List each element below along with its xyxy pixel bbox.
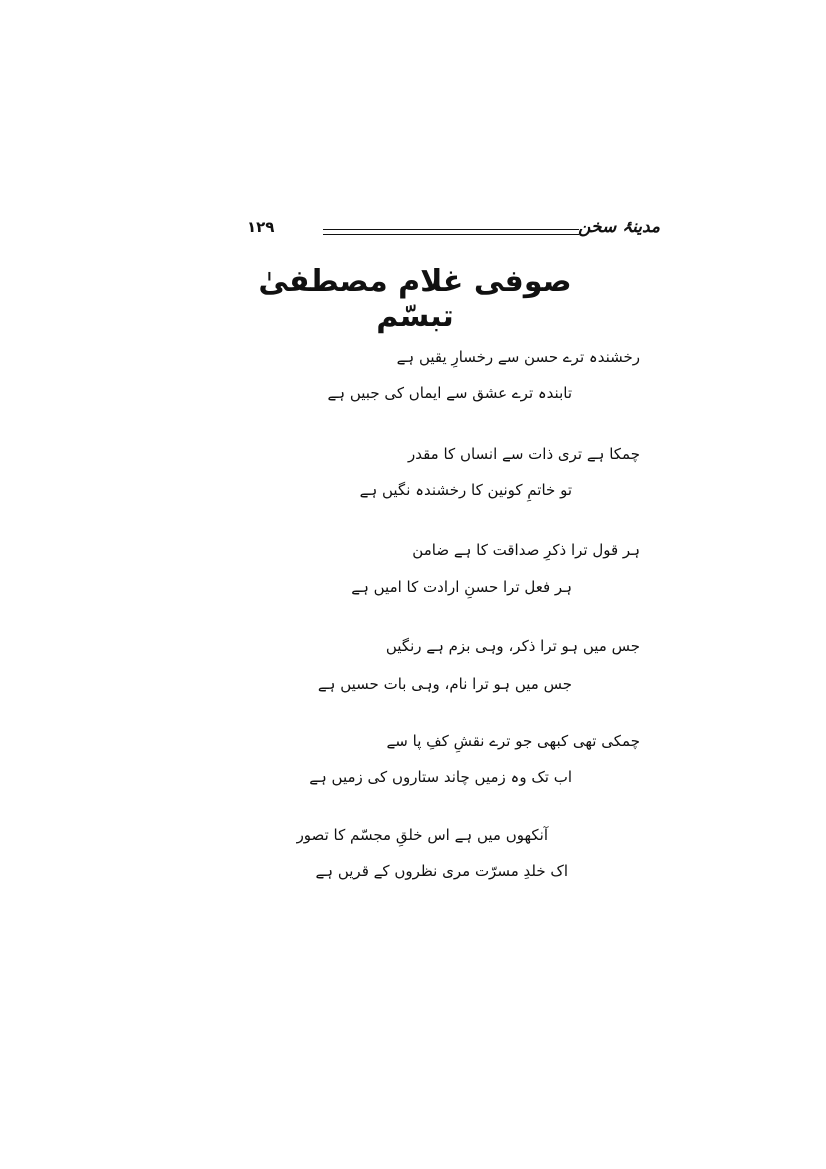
couplet-4-line-2: جس میں ہو ترا نام، وہی بات حسیں ہے [317, 675, 572, 693]
running-title: مدینۂ سخن [578, 217, 660, 237]
couplet-6-line-2: اک خلدِ مسرّت مری نظروں کے قریں ہے [315, 862, 568, 880]
couplet-3-line-2: ہر فعل ترا حسنِ ارادت کا امیں ہے [351, 578, 572, 596]
couplet-1-line-1: رخشندہ ترے حسن سے رخسارِ یقیں ہے [396, 348, 640, 366]
couplet-5-line-2: اب تک وہ زمیں چاند ستاروں کی زمیں ہے [309, 768, 572, 786]
couplet-1-line-2: تابندہ ترے عشق سے ایماں کی جبیں ہے [327, 384, 572, 402]
header-double-rule [323, 229, 579, 235]
couplet-2-line-1: چمکا ہے تری ذات سے انساں کا مقدر [407, 445, 640, 463]
page-number: ۱۲۹ [247, 218, 275, 236]
couplet-4-line-1: جس میں ہو ترا ذکر، وہی بزم ہے رنگیں [385, 637, 640, 655]
couplet-2-line-2: تو خاتمِ کونین کا رخشندہ نگیں ہے [359, 481, 572, 499]
couplet-3-line-1: ہر قول ترا ذکرِ صداقت کا ہے ضامن [412, 541, 640, 559]
couplet-6-line-1: آنکھوں میں ہے اس خلقِ مجسّم کا تصور [296, 826, 548, 844]
couplet-5-line-1: چمکی تھی کبھی جو ترے نقشِ کفِ پا سے [386, 732, 640, 750]
poet-name-heading: صوفی غلام مصطفیٰ تبسّم [258, 264, 572, 334]
